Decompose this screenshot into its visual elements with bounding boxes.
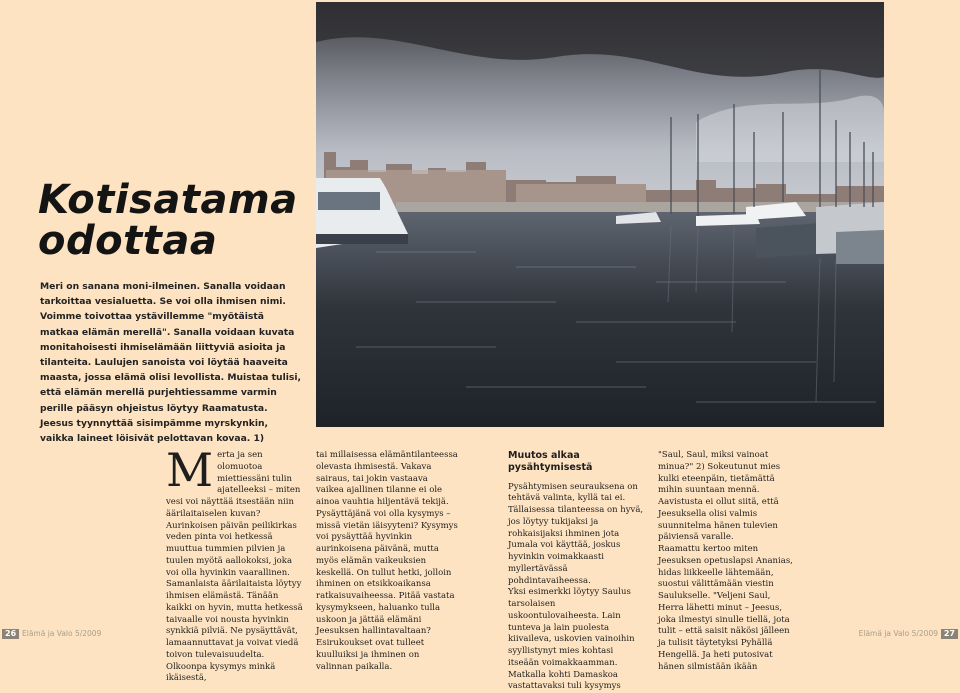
article-lead: Meri on sanana moni-ilmeinen. Sanalla voidaan tarkoittaa vesialuetta. Se voi olla ihmisen nimi. Voimme toivottaa ystävillemme "myötäistä matkaa elämän merellä". Sanalla voidaan kuvata monitahoisesti ihmiselämään liittyviä asioita ja tilanteita. Laulujen sanoista voi löytää haaveita maasta, jossa elämä olisi levollista. Muistaa tulisi, että elämän merellä purjehtiessamme varmin perille pääsyn ohjeistus löytyy Raamatusta. Jeesus tyynnyttää sisimpämme myrskynkin, vaikka laineet löisivät pelottavan kovaa. 1) bbox=[40, 281, 302, 445]
magazine-name-left: Elämä ja Valo 5/2009 bbox=[22, 629, 102, 638]
body-column-1 bbox=[166, 443, 306, 685]
magazine-name-right: Elämä ja Valo 5/2009 bbox=[858, 629, 938, 638]
body-paragraph: erta ja sen olomuotoa miettiessäni tulin ajatelleeksi – miten vesi voi näyttää itsestään niin äärilaitaiselen kuvan? Aurinkoisen päivän peilikirkas veden pinta voi hetkessä muuttua tummien pilvien ja tuulen myötä aallokoksi, joka voi olla hyvinkin vaarallinen. bbox=[166, 450, 301, 578]
article-title: Kotisatama odottaa bbox=[38, 177, 298, 264]
section-subheading: Muutos alkaa pysähtymisestä bbox=[508, 450, 593, 473]
page-number-left: 26 bbox=[2, 629, 19, 639]
page-number-right: 27 bbox=[941, 629, 958, 639]
body-column-3 bbox=[508, 450, 646, 693]
body-paragraph: Yksi esimerkki löytyy Saulus tarsolaisen uskoontulovaiheesta. Lain tunteva ja lain puolesta kiivaileva, uskovien vainoihin syyllistynyt mies kohtasi itseään voimakkaamman. Matkalla kohti Damaskoa vastattavaksi tuli kysymys bbox=[508, 587, 635, 692]
body-paragraph: Raamattu kertoo miten Jeesuksen opetuslapsi Ananias, hidas liikkeelle lähtemään, suostui välittämään viestin Saulukselle. "Veljeni Saul, Herra lähetti minut – Jeesus, joka ilmestyi sinulle tiellä, jota tulit – että saisit näkösi jälleen ja tulisit täytetyksi Pyhällä Hengellä. Ja heti putosivat hänen silmistään ikään bbox=[658, 544, 793, 672]
body-paragraph: Samanlaista äärilaitaista löytyy ihmisen elämästä. Tänään kaikki on hyvin, mutta hetkessä taivaalle voi nousta hyvinkin synkkiä pilviä. Ne pysäyttävät, lamaannuttavat ja voivat viedä toivon tulevaisuudelta. Olkoonpa kysymys minkä ikäisestä, bbox=[166, 579, 303, 684]
body-paragraph: Pysähtymisen seurauksena on tehtävä valinta, kyllä tai ei. Tällaisessa tilanteessa on hyvä, jos löytyy tukijaksi ja rohkaisijaksi ihminen jota Jumala voi käyttää, joskus hyvinkin voimakkaasti myllertävässä pohdintavaiheessa. bbox=[508, 481, 644, 586]
harbor-photo bbox=[316, 2, 884, 427]
drop-cap: M bbox=[166, 443, 214, 497]
body-paragraph: "Saul, Saul, miksi vainoat minua?" 2) Sokeutunut mies kulki eteenpäin, tietämättä mihin suuntaan mennä. Aavistusta ei ollut siitä, että Jeesuksella olisi valmis suunnitelma hänen tulevien päiviensä varalle. bbox=[658, 450, 781, 543]
page-footer bbox=[0, 628, 960, 641]
body-paragraph: tai millaisessa elämäntilanteessa olevasta ihmisestä. Vakava sairaus, tai jokin vastaava vaikea ajallinen tilanne ei ole ainoa vauhtia hiljentävä tekijä. Pysäyttäjänä voi olla kysymys – missä vietän iäisyyteni? Kysymys voi pysäyttää hyvinkin aurinkoisena päivänä, mutta myös elämän vaikeuksien keskellä. On tullut hetki, jolloin ihminen on etsikkoaikansa ratkaisuvaiheessa. Pitää vastata kysymykseen, haluanko tulla uskoon ja jättää elämäni Jeesuksen hallintavaltaan? Esirukoukset ovat tulleet kuulluiksi ja ihminen on valinnan paikalla. bbox=[316, 450, 458, 672]
